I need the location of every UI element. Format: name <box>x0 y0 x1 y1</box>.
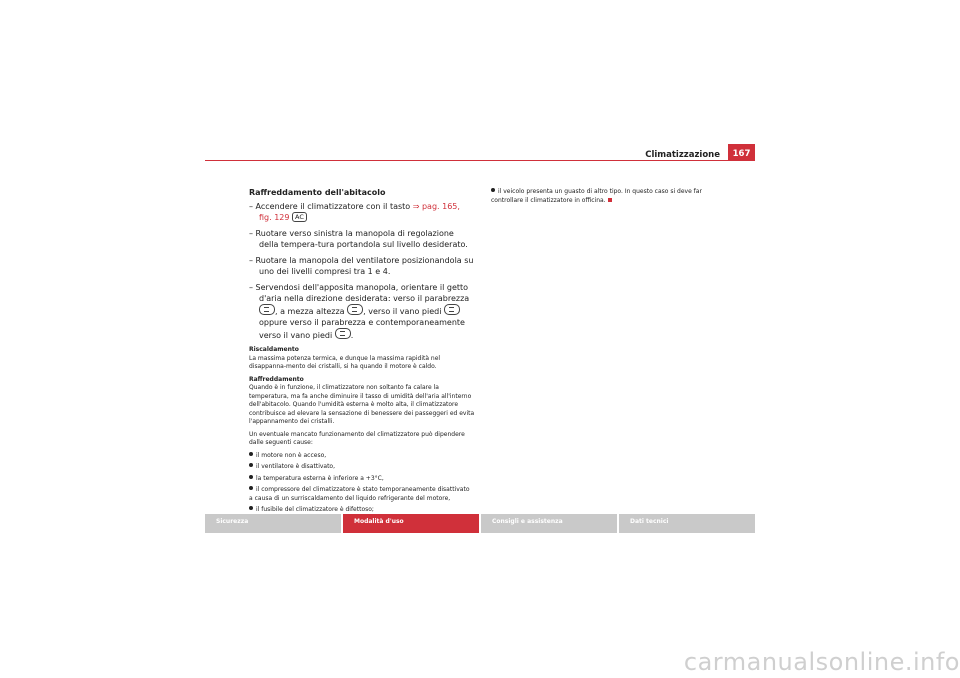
list-item-text: il fusibile del climatizzatore è difettoso; <box>256 506 374 513</box>
cross-reference-link[interactable]: ⇒ pag. 165, fig. 129 <box>259 202 460 222</box>
step-2-text: Ruotare verso sinistra la manopola di regolazione della tempera-tura portandola sul livello desiderato. <box>255 229 468 249</box>
causes-list <box>249 452 475 515</box>
heating-title: Riscaldamento <box>249 346 299 353</box>
list-item-text: il ventilatore è disattivato, <box>256 463 336 470</box>
windscreen-vent-icon <box>259 304 275 315</box>
bullet-icon <box>249 486 253 490</box>
step-1-text: Accendere il climatizzatore con il tasto <box>255 202 413 211</box>
windscreen-footwell-vent-icon <box>335 328 351 339</box>
step-3: – Ruotare la manopola del ventilatore posizionandola su uno dei livelli compresi tra 1 e 4. <box>249 256 474 276</box>
list-item <box>249 475 475 484</box>
footwell-vent-icon <box>444 304 460 315</box>
tab-dati-tecnici[interactable]: Dati tecnici <box>619 514 755 533</box>
list-item-text: il veicolo presenta un guasto di altro tipo. In questo caso si deve far controllare il climatizzatore in officina. <box>491 188 702 204</box>
watermark: carmanualsonline.info <box>683 648 960 676</box>
bullet-icon <box>249 452 253 456</box>
left-column <box>249 188 475 518</box>
bullet-icon <box>249 506 253 510</box>
mid-height-vent-icon <box>347 304 363 315</box>
step-4-text-a: Servendosi dell'apposita manopola, orientare il getto d'aria nella direzione desiderata: verso il parabrezza <box>255 283 470 303</box>
tab-modalita-uso[interactable]: Modalità d'uso <box>343 514 479 533</box>
continued-causes-list <box>491 188 717 205</box>
right-column <box>491 188 717 208</box>
step-4-text-b: , a mezza altezza <box>275 307 348 316</box>
step-2: – Ruotare verso sinistra la manopola di regolazione della tempera-tura portandola sul livello desiderato. <box>249 229 468 249</box>
step-4: – Servendosi dell'apposita manopola, orientare il getto d'aria nella direzione desiderata: verso il parabrezza , a mezza altezza , verso il vano piedi oppure verso il parabrezza e contemporaneamente verso il vano piedi . <box>249 283 470 340</box>
list-item-text: il compressore del climatizzatore è stato temporaneamente disattivato a causa di un surriscaldamento del liquido refrigerante del motore, <box>249 486 470 502</box>
page-header-title: Climatizzazione <box>645 150 720 160</box>
list-item <box>249 463 475 472</box>
section-title: Raffreddamento dell'abitacolo <box>249 188 386 197</box>
bullet-icon <box>249 463 253 467</box>
heating-text: La massima potenza termica, e dunque la massima rapidità nel disappanna-mento dei cristalli, si ha quando il motore è caldo. <box>249 354 441 370</box>
step-4-text-d: oppure verso il parabrezza e contemporaneamente verso il vano piedi <box>259 318 465 340</box>
list-item-text: il motore non è acceso, <box>256 451 327 459</box>
list-item <box>249 452 475 461</box>
step-4-text-e: . <box>350 331 354 340</box>
cooling-text-1: Quando è in funzione, il climatizzatore non soltanto fa calare la temperatura, ma fa anche diminuire il tasso di umidità dell'aria all'interno dell'abitacolo. Quando l'umidità esterna è molto alta, il climatizzatore contribuisce ad elevare la sensazione di benessere dei passeggeri ed evita l'appannamento dei cristalli. <box>249 384 475 425</box>
tab-sicurezza[interactable]: Sicurezza <box>205 514 341 533</box>
end-of-section-icon <box>608 198 612 202</box>
cooling-text-2: Un eventuale mancato funzionamento del climatizzatore può dipendere dalle seguenti cause: <box>249 430 465 446</box>
list-item <box>491 188 717 205</box>
cooling-title: Raffreddamento <box>249 375 304 383</box>
bullet-icon <box>249 475 253 479</box>
page-number: 167 <box>728 144 755 160</box>
step-1: – Accendere il climatizzatore con il tasto ⇒ pag. 165, fig. 129 AC <box>249 202 460 222</box>
ac-key-icon: AC <box>292 212 307 222</box>
list-item-text: la temperatura esterna è inferiore a +3°C, <box>256 474 384 482</box>
footer-nav <box>205 514 755 533</box>
step-3-text: Ruotare la manopola del ventilatore posizionandola su uno dei livelli compresi tra 1 e 4. <box>255 256 474 276</box>
header-divider <box>205 160 755 161</box>
step-4-text-c: , verso il vano piedi <box>363 307 444 316</box>
bullet-icon <box>491 188 495 192</box>
tab-consigli-assistenza[interactable]: Consigli e assistenza <box>481 514 617 533</box>
list-item <box>249 486 475 503</box>
